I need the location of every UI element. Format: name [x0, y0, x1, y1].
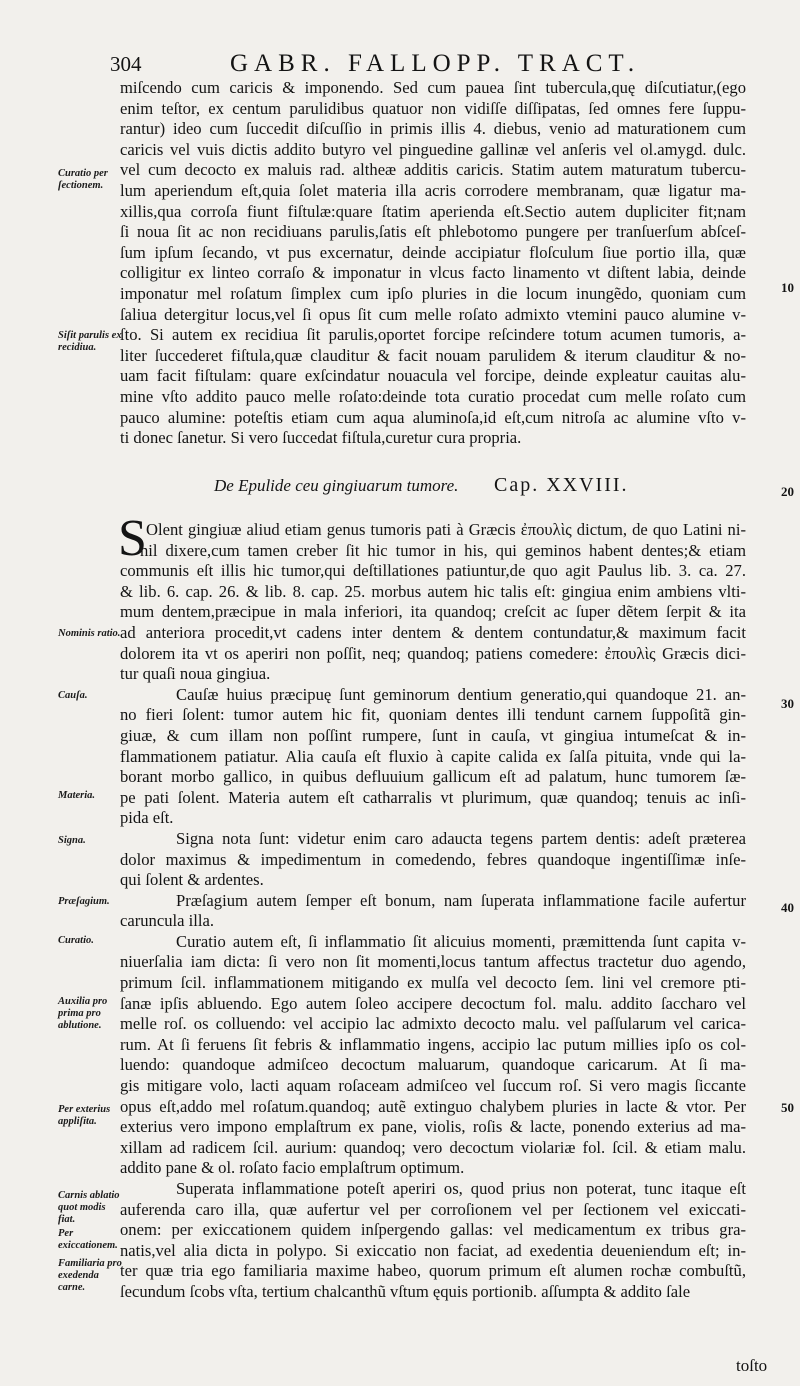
paragraph-signs: [120, 829, 746, 891]
text-line: exterius vero impono emplaſtrum ex pane, violis, roſis & lacte, ponendo exterius ad ma-: [120, 1117, 746, 1137]
text-line: caricis vel vuis dictis addito butyro vel pinguedine gallinæ vel anſeris vel ol.amygd. dulc.: [120, 139, 746, 159]
margin-note: Per exterius appliſita.: [58, 1104, 111, 1127]
text-line: ſi noua ſit ac non recidiuans parulis,ſatis eſt phlebotomo pungere per tranſuerſum abſceſ-: [120, 222, 746, 242]
running-head: GABR. FALLOPP. TRACT.: [230, 50, 641, 77]
text-line: imponatur mel roſatum ſimplex cum ipſo pluries in die locum inungẽdo, quoniam cum: [120, 283, 746, 303]
margin-note: Familiaria pro exedenda carne.: [58, 1258, 122, 1293]
margin-note: Præſagium.: [58, 896, 110, 907]
margin-note: Per exiccationem.: [58, 1228, 118, 1251]
text-line: pe pati ſolent. Materia autem eſt catharralis vt plurimum, quæ quandoq; tenuis ac inſi-: [120, 787, 746, 807]
line-number-marker: 30: [781, 696, 794, 711]
text-line: dolorem ita vt os aperiri non poſſit, neq; quandoq; patiens comedere: ἐπουλὶς Græcis dici-: [120, 643, 746, 663]
text-line: natis,vel alia dicta in polypo. Si exiccatio non faciat, ad exedentia deueniendum eſt; in-: [120, 1240, 746, 1260]
text-line: hil dixere,cum tamen creber ſit hic tumor in his, qui geminos habent dentes;& etiam: [140, 540, 746, 560]
line-number-marker: 40: [781, 900, 794, 915]
margin-note: Curatio per ſectionem.: [58, 168, 108, 191]
paragraph-removal: [120, 1179, 746, 1303]
text-line: ſaliua detergitur locus,vel ſi opus ſit cum melle roſato admixto vtemini pauco alumine v-: [120, 304, 746, 324]
text-line: xillam ad radicem ſcil. aurium: quandoq; vero decoctum violariæ fol. ſcil. & etiam malu.: [120, 1137, 746, 1157]
text-line: giuæ, & cum illam non poſſint rumpere, ſunt in cauſa, vt gingiua intumeſcat & in-: [120, 725, 746, 745]
margin-note: Auxilia pro prima pro ablutione.: [58, 996, 108, 1031]
text-line: liter ſuccederet fiſtula,quæ clauditur & facit nouam parulidem & iterum clauditur & no-: [120, 345, 746, 365]
text-line: caruncula illa.: [120, 911, 214, 931]
text-line: uam facit fiſtulam: quare exſcindatur nouacula vel forcipe, deinde expleatur cauitas alu-: [120, 366, 746, 386]
text-line: ſum ipſum ſecando, vt pus excernatur, deinde accipiatur floſculum ſiue portio illa, quæ: [120, 242, 746, 262]
text-line: enim teſtor, ex centum parulidibus quatuor non vidiſſe diſſipatas, ſed omnes fere ſuppu-: [120, 98, 746, 118]
text-line: tur quaſi noua gingiua.: [120, 664, 271, 684]
text-line: mine vſto addito pauco melle roſato:deinde tota curatio procedat cum melle roſato cum: [120, 386, 746, 406]
text-line: Præſagium autem ſemper eſt bonum, nam ſuperata inflammatione facile aufertur: [176, 890, 746, 910]
margin-note: Carnis ablatio quot modis fiat.: [58, 1190, 120, 1225]
text-line: no fieri ſolent: tumor autem hic fit, quoniam dentes illi tendunt carnem ſuppoſitã gin-: [120, 705, 746, 725]
paragraph-causes: [120, 685, 746, 829]
body-text-chapter: [120, 520, 746, 1303]
text-line: Curatio autem eſt, ſi inflammatio ſit alicuius momenti, præmittenda ſunt capita v-: [176, 931, 746, 951]
margin-note: Siſit parulis ex recidiua.: [58, 330, 122, 353]
text-line: auferenda caro illa, quæ aufertur vel per corroſionem vel per ſectionem vel exiccati-: [120, 1199, 746, 1219]
text-line: borant morbo gallico, in quibus defluuium gallicum eſt ad palatum, hunc tumorem ſæ-: [120, 767, 746, 787]
text-line: luendo: quandoque admiſceo decoctum maluarum, quandoque caricarum. At ſi ma-: [120, 1055, 746, 1075]
line-number-marker: 10: [781, 280, 794, 295]
margin-note: Curatio.: [58, 935, 94, 946]
text-line: niuerſalia iam dicta: ſi vero non ſit momenti,locus tantum affectus tractetur duo agendo,: [120, 952, 746, 972]
chapter-number: Cap. XXVIII.: [494, 474, 629, 496]
chapter-title: De Epulide ceu gingiuarum tumore.: [214, 476, 459, 495]
text-line: rantur) ideo cum ſuccedit diſcuſſio in primis illis 4. diebus, venio ad maturationem cum: [120, 119, 746, 139]
margin-note: Signa.: [58, 835, 86, 846]
text-line: opus eſt,addo mel roſatum.quandoq; autẽ extinguo chalybem pluries in lacte & vtor. Per: [120, 1096, 746, 1116]
text-line: pauco alumine: poteſtis etiam cum aqua aluminoſa,id eſt,cum nitroſa ac alumine vſto v-: [120, 407, 746, 427]
chapter-heading: [214, 474, 684, 498]
text-line: gis mitigare volo, lacti aquam roſaceam admiſceo vel ſuccum roſ. Si vero magis ſiccante: [120, 1076, 746, 1096]
body-text: [120, 78, 746, 449]
text-line: pida eſt.: [120, 808, 174, 828]
page-number: 304: [110, 52, 142, 76]
text-line: qui ſolent & ardentes.: [120, 870, 264, 890]
text-line: Olent gingiuæ aliud etiam genus tumoris pati à Græcis ἐπουλὶς dictum, de quo Latini ni-: [146, 520, 746, 539]
line-number-marker: 20: [781, 484, 794, 499]
text-line: communis eſt illis hic tumor,qui deſtillationes patiuntur,de quo agit Paulus lib. 3. ca. 27.: [120, 561, 746, 581]
margin-note: Nominis ratio.: [58, 628, 121, 639]
text-line: ſanæ ipſis abluendo. Ego autem ſoleo accipere decoctum fol. malu. addito ſaccharo vel: [120, 993, 746, 1013]
text-line: xillis,qua corroſa fiunt fiſtulæ:quare ſtatim aperienda eſt.Sectio autem dupliciter fit;nam: [120, 201, 746, 221]
text-line: & lib. 6. cap. 26. & lib. 8. cap. 25. morbus autem hic talis eſt: gingiua enim ambiens vlti-: [120, 581, 746, 601]
text-line: dolor maximus & impedimentum in comedendo, febres quandoque ingentiſſimæ inſe-: [120, 849, 746, 869]
text-line: Cauſæ huius præcipuę ſunt geminorum dentium generatio,qui quandoque 21. an-: [176, 684, 746, 704]
catchword: toſto: [736, 1356, 768, 1375]
line-number-marker: 50: [781, 1100, 794, 1115]
text-line: ſecundum ſcobs vſta, tertium chalcanthũ vſtum ęquis portionib. aſſumpta & addito ſale: [120, 1281, 691, 1301]
text-line: mum dentem,præcipue in mala inferiori, ita quandoq; creſcit ac ſuper dẽtem ſerpit & ita: [120, 602, 746, 622]
text-line: addito pane & ol. roſato facio emplaſtrum optimum.: [120, 1158, 465, 1178]
text-line: Superata inflammatione poteſt aperiri os, quod prius non poterat, tunc itaque eſt: [176, 1179, 746, 1198]
text-line: ter quæ tria ego familiaria maxime habeo, quorum primum eſt alumen rochæ combuſtũ,: [120, 1261, 746, 1281]
text-line: ti donec ſanetur. Si vero ſuccedat fiſtula,curetur cura propria.: [120, 428, 522, 448]
text-line: vel cum decocto ex maluis rad. altheæ additis caricis. Statim autem maturatum tubercu-: [120, 160, 746, 180]
text-line: ad anteriora procedit,vt cadens inter dentem & dentem contundatur,& maximum facit: [120, 622, 746, 642]
paragraph-intro: [120, 520, 746, 685]
paragraph-treatment: [120, 932, 746, 1179]
text-line: primum ſcil. inflammationem mitigando ex mulſa vel decocto ſem. lini vel cremore pti-: [120, 973, 746, 993]
text-line: flammationem patiatur. Alia cauſa eſt fluxio à capite calida ex ſalſa pituita, vnde qui la-: [120, 746, 746, 766]
drop-cap-letter: S: [118, 510, 147, 567]
text-line: rum. At ſi feruens ſit febris & inflammatio ingens, accipio lac putum millies ipſo os col-: [120, 1034, 746, 1054]
text-line: melle roſ. os colluendo: vel accipio lac admixto decocto malu. vel paſſularum vel carica-: [120, 1014, 746, 1034]
text-line: Signa nota ſunt: videtur enim caro adaucta tegens partem dentis: adeſt præterea: [176, 828, 746, 848]
text-line: colligitur ex linteo corraſo & imponatur in vlcus facto linamento vt diſtent labia, deinde: [120, 263, 746, 283]
paragraph-parulis-cure: [120, 78, 746, 449]
text-line: miſcendo cum caricis & imponendo. Sed cum pauea ſint tubercula,quę diſcutiatur,(ego: [120, 78, 746, 97]
text-line: onem: per exiccationem quidem inſpergendo gallas: vel medicamentum ex tribus gra-: [120, 1220, 746, 1240]
margin-note: Cauſa.: [58, 690, 88, 701]
margin-note: Materia.: [58, 790, 96, 801]
text-line: ſto. Si autem ex recidiua ſit parulis,oportet forcipe reſcindere totum acumen tumoris, a-: [120, 325, 746, 345]
paragraph-prognosis: [120, 891, 746, 932]
text-line: lum aperiendum eſt,quia ſolet materia illa acris corrodere membranam, quæ ligatur ma-: [120, 180, 746, 200]
